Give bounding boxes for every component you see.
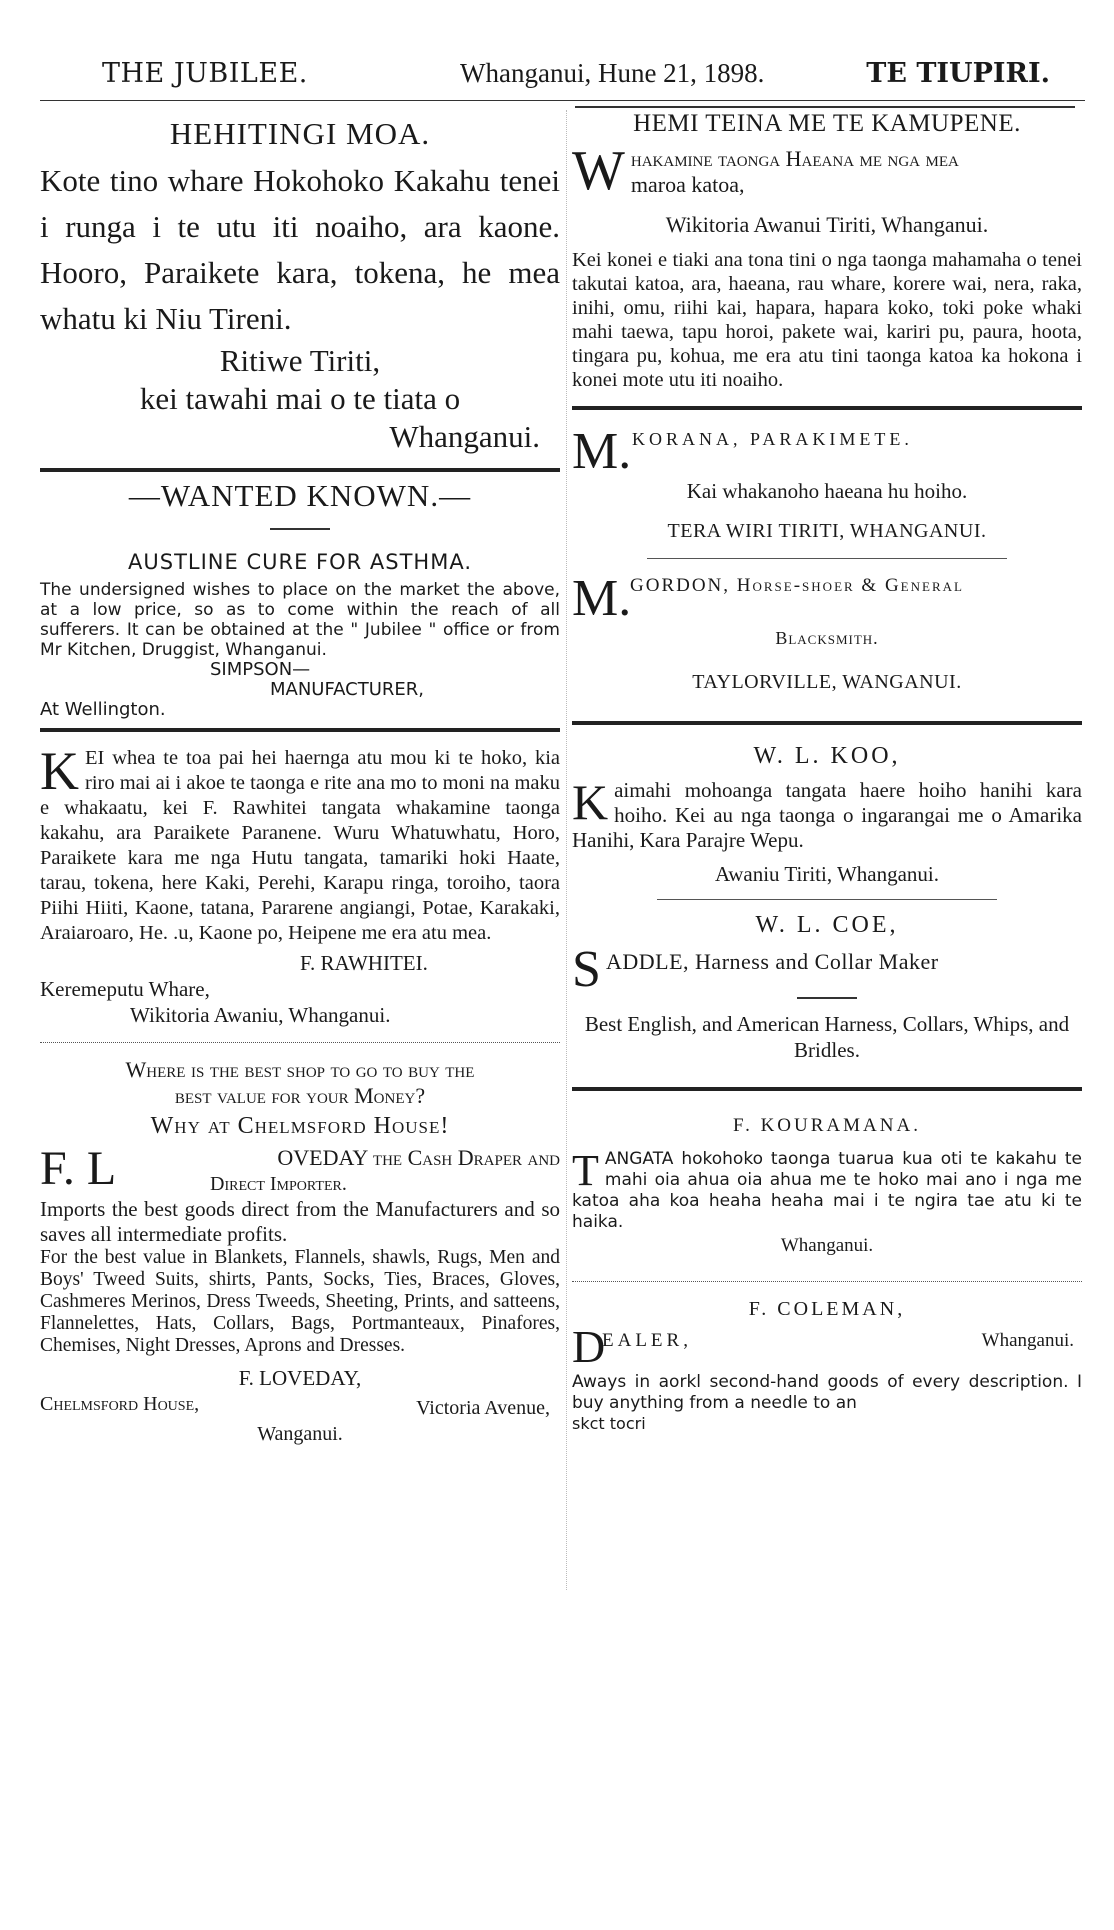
ad-header-text: ADDLE, Harness and Collar Maker <box>606 949 939 974</box>
ad-name: KORANA, PARAKIMETE. <box>632 429 913 449</box>
column-divider <box>566 110 567 1590</box>
masthead <box>40 58 1080 98</box>
ad-address: TAYLORVILLE, WANGANUI. <box>692 671 962 693</box>
ad-town: Whanganui. <box>389 419 540 454</box>
ad-body <box>572 1146 1082 1233</box>
ad-body <box>40 741 561 946</box>
ad-signature-title: MANUFACTURER, <box>270 679 425 700</box>
ad-question-line1: Where is the best shop to go to buy the <box>125 1057 475 1082</box>
ad-koo <box>572 743 1082 887</box>
drop-cap: W <box>572 140 625 202</box>
masthead-title-english: THE JUBILEE. <box>102 58 308 89</box>
ad-town: Whanganui. <box>780 1235 874 1256</box>
ad-line: Kai whakanoho haeana hu hoiho. <box>686 479 968 503</box>
drop-cap: D <box>572 1321 606 1372</box>
ad-question-line2: best value for your Money? <box>174 1083 426 1108</box>
ad-title: W. L. KOO, <box>753 743 901 769</box>
ad-signature: F. RAWHITEI. <box>300 951 428 975</box>
ad-body: Aways in aorkl second-hand goods of every description. I buy anything from a needle to an <box>572 1372 1082 1413</box>
ad-body: Best English, and American Harness, Collars, Whips, and Bridles. <box>584 1012 1070 1062</box>
drop-cap: S <box>572 941 601 998</box>
ad-body: Kote tino whare Hokohoko Kakahu tenei i runga i te utu iti noaiho, ara kaone. Hooro, Paraikete kara, tokena, he mea whatu ki Niu Tireni. <box>40 163 560 336</box>
ad-street: Ritiwe Tiriti, <box>219 343 381 378</box>
ad-town: Wanganui. <box>257 1423 343 1445</box>
ad-body <box>572 774 1082 853</box>
ad-rawhitei <box>40 741 561 1028</box>
masthead-rule-right <box>575 106 1075 108</box>
section-rule <box>572 406 1082 410</box>
ad-title: HEHITINGI MOA. <box>169 116 431 151</box>
ad-title: —WANTED KNOWN.— <box>128 478 472 513</box>
ad-location: kei tawahi mai o te tiata o <box>139 381 461 416</box>
ad-hehitingi-moa <box>40 116 560 456</box>
section-rule <box>572 721 1082 725</box>
ad-town: Whanganui. <box>981 1330 1074 1351</box>
masthead-dateline: Whanganui, Hune 21, 1898. <box>460 58 765 88</box>
ad-korana <box>572 424 1082 544</box>
short-rule <box>797 997 857 999</box>
ad-gordon <box>572 571 1082 695</box>
ad-header <box>572 423 1082 480</box>
ad-title: F. KOURAMANA. <box>733 1115 921 1136</box>
ad-trade: Blacksmith. <box>775 628 879 648</box>
ad-address-line2: Wikitoria Awaniu, Whanganui. <box>130 1003 391 1027</box>
masthead-rule <box>40 100 1085 101</box>
ad-address: TERA WIRI TIRITI, WHANGANUI. <box>667 520 987 542</box>
ad-signature: F. LOVEDAY, <box>238 1366 362 1390</box>
ad-kouramana <box>572 1113 1082 1259</box>
ad-product-list: For the best value in Blankets, Flannels, shawls, Rugs, Men and Boys' Tweed Suits, shirts, Pants, Socks, Ties, Braces, Gloves, Cashmeres Merinos, Dress Tweeds, Sheeting, Prints, and satteens, Flannelettes, Hats, Collars, Bags, Portmanteaux, Pinafores, Chemises, Night Dresses, Aprons and Dresses. <box>40 1247 560 1356</box>
ad-address: Awaniu Tiriti, Whanganui. <box>714 862 940 886</box>
ad-title: W. L. COE, <box>755 912 899 938</box>
ad-text: te hoko, kia riro mai ai i akoe te taonga e rite ana mo to moni na maku e whakaatu, kei F. Rawhitei tangata whakamine taonga kakahu, ara Paraikete Paranene. Wuru Whatuwhatu, Horo, Paraikete kara me nga Hutu tangata, tamariki hoki Haate, tarau, tokena, here Kaki, Perehi, Karapu ringa, toroiho, taora Piihi Hiiti, Kaone, tatana, Pararene angiangi, Potae, Karakaki, Araiaroaro, He. .u, Kaone po, Heipene me era atu mea. <box>40 747 561 944</box>
section-rule <box>40 468 560 472</box>
ad-header <box>572 1321 1082 1372</box>
drop-cap: K <box>40 741 79 801</box>
drop-cap: F. L <box>40 1142 117 1195</box>
section-rule <box>647 558 1007 559</box>
ad-loveday <box>40 1057 560 1447</box>
ad-name: GORDON, Horse-shoer & General <box>630 575 964 596</box>
drop-cap: M. <box>572 423 632 480</box>
ad-title: F. COLEMAN, <box>748 1298 906 1320</box>
ad-answer: Why at Chelmsford House! <box>150 1113 450 1139</box>
ad-coe <box>572 912 1082 1063</box>
ad-header-line1: hakamine taonga Haeana me nga mea <box>630 146 959 171</box>
ad-header <box>572 570 1082 627</box>
ad-text: ANGATA hokohoko taonga tuarua kua oti te kakahu te mahi oia ahua oia ahua me te hoko mai ano i nga me katoa aha koa heaha heaha mai i te ngira tae atu ki te haika. <box>572 1149 1082 1232</box>
ad-header <box>572 941 1082 998</box>
section-rule <box>40 1042 560 1043</box>
ad-wanted-known <box>40 478 560 720</box>
ad-signature-place: At Wellington. <box>40 699 166 720</box>
ad-address: Wikitoria Awanui Tiriti, Whanganui. <box>665 212 989 237</box>
ad-header-line2: Direct Importer. <box>210 1173 347 1195</box>
drop-cap: T <box>572 1146 599 1195</box>
ad-header-line2: maroa katoa, <box>630 172 745 197</box>
ad-header-text: EALER, <box>602 1330 692 1351</box>
ad-body: Kei konei e tiaki ana tona tini o nga taonga mahamaha o tenei takutai katoa, ara, haeana, rau whare, korere wai, nera, raka, inihi, omu, riihi kai, hapara, hapara koko, toki poke whaki mahi taewa, tapu horoi, pakete wai, kariri pu, paura, hoota, tingara pu, kohua, me era atu tini taonga katoa ka hokona i konei mote utu iti noaiho. <box>572 249 1082 391</box>
ad-header <box>40 1142 560 1197</box>
ad-intro: Imports the best goods direct from the Manufacturers and so saves all intermediate profits. <box>40 1197 560 1246</box>
ad-text: aimahi mohoanga tangata haere hoiho hanihi kara hoiho. Kei au nga taonga o ingarangai me o Amarika Hanihi, Kara Parajre Wepu. <box>572 778 1082 852</box>
left-column <box>40 110 560 1447</box>
ad-body: The undersigned wishes to place on the market the above, at a low price, so as to come within the reach of all sufferers. It can be obtained at the " Jubilee " office or from Mr Kitchen, Druggist, Whanganui. <box>40 580 560 660</box>
section-rule <box>657 899 997 900</box>
drop-cap: M. <box>572 570 632 627</box>
right-column <box>572 110 1082 1434</box>
ad-address-line1: Keremeputu Whare, <box>40 977 210 1001</box>
section-rule <box>572 1087 1082 1091</box>
ad-signature-name: SIMPSON— <box>210 659 311 680</box>
masthead-title-maori: TE TIUPIRI. <box>866 58 1050 89</box>
ad-title: HEMI TEINA ME TE KAMUPENE. <box>633 110 1021 137</box>
ad-address-row <box>40 1391 560 1417</box>
ad-hemi-teina <box>572 110 1082 392</box>
short-rule <box>270 528 330 530</box>
ad-avenue: Victoria Avenue, <box>416 1397 550 1419</box>
ad-house: Chelmsford House, <box>40 1393 200 1415</box>
ad-first-line: EI whea te toa pai hei haernga atu mou ki <box>85 747 451 769</box>
ad-header-line1: OVEDAY the Cash Draper and <box>277 1145 560 1170</box>
ad-subtitle: AUSTLINE CURE FOR ASTHMA. <box>128 550 472 574</box>
ad-header <box>572 140 1082 202</box>
ad-coleman <box>572 1296 1082 1434</box>
ad-tail: skct tocri <box>572 1414 646 1433</box>
drop-cap: K <box>572 774 609 830</box>
section-rule <box>572 1281 1082 1282</box>
section-rule <box>40 728 560 732</box>
